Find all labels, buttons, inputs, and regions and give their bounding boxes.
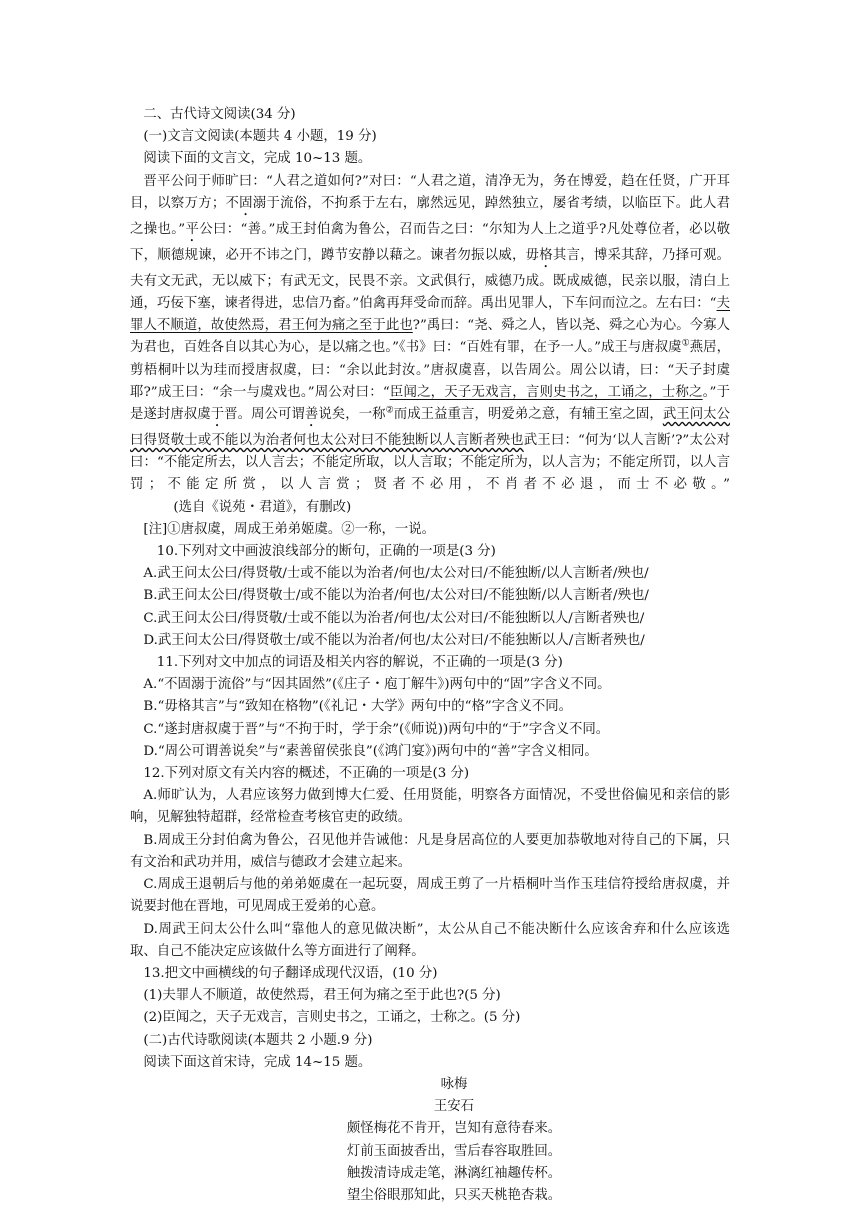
question-11-option-b: B.“毋格其言”与“致知在格物”(《礼记・大学》两句中的“格”字含义不同。 [143, 699, 573, 715]
question-11-option-a: A.“不固溺于流俗”与“因其固然”(《庄子・庖丁解牛》)两句中的“固”字含义不同。 [143, 677, 611, 693]
dotted-word-shan: 善 [304, 407, 319, 423]
question-10-option-b: B.武王问太公曰/得贤敬士/或不能以为治者/何也/太公对曰/不能独断/以人言断者/殃也/ [143, 588, 649, 604]
question-12-option-a: A.师旷认为，人君应该努力做到博大仁爱、任用贤能，明察各方面情况，不受世俗偏见和亲信的影响，见解独特超群，经常检查考核官吏的政绩。 [130, 788, 730, 826]
note-marker-2: ② [385, 405, 394, 416]
poem-line: 灯前玉面披香出，雪后春容取胜回。 [346, 1143, 562, 1159]
question-13-item-2: (2)臣闻之，天子无戏言，言则史书之，工诵之，士称之。(5 分) [143, 1010, 521, 1026]
exam-page [130, 104, 730, 1207]
poem-line: 颇怪梅花不肯开，岂知有意待春来。 [346, 1121, 562, 1137]
question-11-option-c: C.“遂封唐叔虞于晋”与“不拘于时，学于余”(《师说))两句中的“于”字含义不同。 [143, 721, 610, 737]
poem-author: 王安石 [433, 1099, 475, 1115]
subsection-poetry: (二)古代诗歌阅读(本题共 2 小题.9 分) [143, 1032, 373, 1048]
poem-line: 望尘俗眼那知此，只买天桃艳杏栽。 [346, 1187, 562, 1203]
wavy-underlined-passage: 武王问太公曰得贤敬士或不能以为治者何也太公对曰不能独断以人言断者殃也 [130, 407, 731, 449]
question-12-option-b: B.周成王分封伯禽为鲁公，召见他并告诫他：凡是身居高位的人要更加恭敬地对待自己的下属，只有文治和武功并用，威信与德政才会建立起来。 [130, 832, 730, 870]
instruction-prose: 阅读下面的文言文，完成 10~13 题。 [143, 151, 372, 167]
question-10-option-d: D.武王问太公曰/得贤敬士/或不能以为治者/何也/太公对曰/不能独断以人/言断者殃也/ [143, 632, 645, 648]
classical-passage: 晋平公问于师旷曰：“人君之道如何?”对曰：“人君之道，清净无为，务在博爱，趋在任贤，广开耳目，以察万方；不固溺于流俗，不拘系于左右，廓然远见，踔然独立，屡省考绩，以临臣下。此人君之操也。”平公曰：“善。”成王封伯禽为鲁公，召而告之曰：“尔知为人上之道乎?凡处尊位者，必以敬下，顺德规谏，必开不讳之门，蹲节安静以藉之。谏者勿振以威，毋格其言，博采其辞，乃择可观。夫有文无武，无以威下；有武无文，民畏不亲。文武俱行，威德乃成。既成威德，民亲以服，清白上通，巧佞下塞，谏者得进，忠信乃畜。”伯禽再拜受命而辞。禹出见罪人，下车问而泣之。左右曰：“夫罪人不顺道，故使然焉，君王何为痛之至于此也?”禹曰：“尧、舜之人，皆以尧、舜之心为心。今寡人为君也，百姓各自以其心为心，是以痛之也。”《书》曰：“百姓有罪，在予一人。”成王与唐叔虞①燕居，剪梧桐叶以为珪而授唐叔虞，曰：“余以此封汝。”唐叔虞喜，以告周公。周公以请，曰：“天子封虞耶?”成王曰：“余一与虞戏也。”周公对曰：“臣闻之，天子无戏言，言则史书之，工诵之，士称之。”于是遂封唐叔虞于晋。周公可谓善说矣，一称②而成王益重言，明爱弟之意，有辅王室之固，武王问太公曰得贤敬士或不能以为治者何也太公对曰不能独断以人言断者殃也武王曰：“何为‘以人言断’?”太公对曰：“不能定所去，以人言去；不能定所取，以人言取；不能定所为，以人言为；不能定所罚，以人言罚；不能定所赏，以人言赏；贤者不必用，不肖者不必退，而士不必敬。”(选自《说苑・君道》，有删改) [130, 171, 730, 519]
underlined-sentence-1: 夫罪人不顺道，故使然焉，君王何为痛之至于此也 [130, 296, 730, 334]
question-12-option-d: D.周武王问太公什么叫“靠他人的意见做决断”，太公从自己不能决断什么应该舍弃和什么应该选取、自己不能决定应该做什么等方面进行了阐释。 [130, 921, 730, 959]
underlined-sentence-2: 臣闻之，天子无戏言，言则史书之，工诵之，士称之 [389, 384, 703, 400]
question-11-option-d: D.“周公可谓善说矣”与“素善留侯张良”(《鸿门宴》)两句中的“善”字含义相同。 [143, 743, 598, 759]
question-12-option-c: C.周成王退朝后与他的弟弟姬虞在一起玩耍，周成王剪了一片梧桐叶当作玉珪信符授给唐叔虞，并说要封他在晋地，可见周成王爱弟的心意。 [130, 877, 730, 915]
annotation-notes: [注]①唐叔虞，周成王弟弟姬虞。②一称，一说。 [143, 521, 436, 537]
note-marker-1: ① [681, 338, 690, 349]
question-10-option-a: A.武王问太公曰/得贤敬/士或不能以为治者/何也/太公对曰/不能独断/以人言断者/殃也/ [143, 566, 649, 582]
question-13-item-1: (1)夫罪人不顺道，故使然焉，君王何为痛之至于此也?(5 分) [143, 988, 501, 1004]
question-11-stem: 11.下列对文中加点的词语及相关内容的解说，不正确的一项是(3 分) [156, 655, 563, 671]
passage-source: (选自《说苑・君道》，有删改) [173, 499, 352, 515]
question-12-stem: 12.下列对原文有关内容的概述，不正确的一项是(3 分) [143, 766, 470, 782]
poem-title: 咏梅 [440, 1076, 468, 1092]
subsection-classical-prose: (一)文言文阅读(本题共 4 小题，19 分) [143, 129, 377, 145]
question-10-option-c: C.武王问太公曰/得贤敬/士或不能以为治者/何也/太公对曰/不能独断以人/言断者殃也/ [143, 610, 645, 626]
dotted-word-yu: 于 [210, 407, 225, 423]
dotted-word-ge: 格 [539, 247, 553, 263]
question-10-stem: 10.下列对文中画波浪线部分的断句，正确的一项是(3 分) [156, 544, 496, 560]
poem-line: 触拨清诗成走笔，淋漓红袖趣传杯。 [346, 1165, 562, 1181]
dotted-word-gu: 固 [239, 195, 253, 211]
question-13-stem: 13.把文中画横线的句子翻译成现代汉语，(10 分) [143, 965, 438, 981]
section-title: 二、古代诗文阅读(34 分) [143, 107, 296, 122]
dotted-word-ping: 平 [185, 221, 200, 237]
instruction-poetry: 阅读下面这首宋诗，完成 14~15 题。 [143, 1054, 372, 1070]
